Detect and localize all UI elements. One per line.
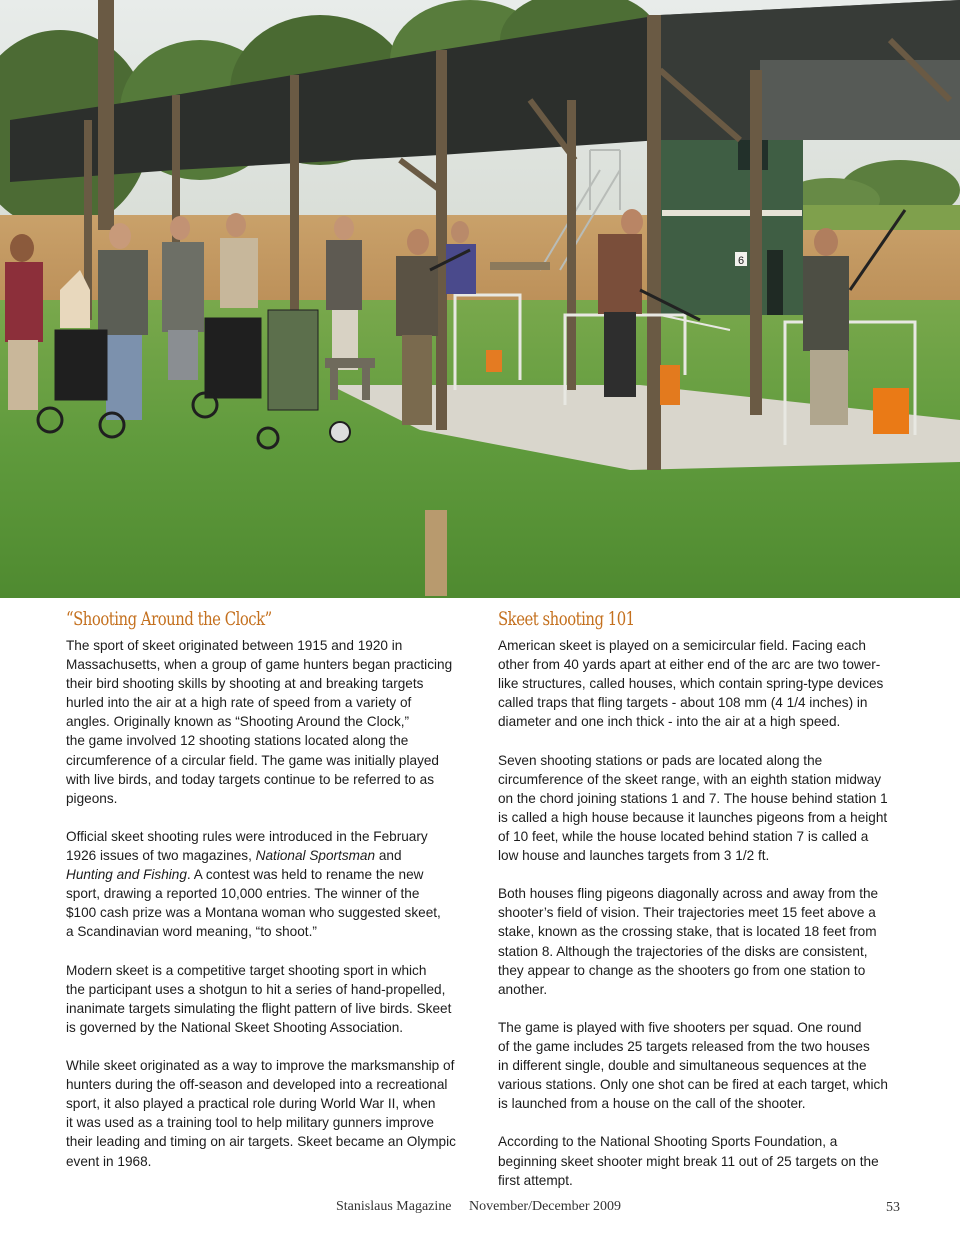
text-line: of 10 feet, while the house located behind station 7 is called a: [498, 828, 869, 844]
text-line: Massachusetts, when a group of game hunters began practicing: [66, 657, 453, 673]
text-line: Seven shooting stations or pads are located along the: [498, 752, 823, 768]
text-line: Modern skeet is a competitive target shooting sport in which: [66, 962, 427, 978]
page-footer: [0, 1199, 960, 1219]
text-line: other from 40 yards apart at either end of the arc are two tower-: [498, 657, 881, 673]
text-line: like structures, called houses, which contain spring-type devices: [498, 676, 884, 692]
text-line: hurled into the air at a high rate of speed from a variety of: [66, 695, 412, 711]
paragraph-origin: [66, 636, 484, 808]
text-line: their bird shooting skills by shooting at and breaking targets: [66, 676, 424, 692]
crop-row: [800, 205, 960, 230]
text-line: event in 1968.: [66, 1153, 152, 1169]
text-line: Official skeet shooting rules were introduced in the February: [66, 828, 428, 844]
text-line: their leading and timing on air targets. Skeet became an Olympic: [66, 1134, 456, 1150]
text-line: in different single, double and simultaneous sequences at the: [498, 1058, 867, 1074]
text-line: inanimate targets simulating the flight pattern of live birds. Skeet: [66, 1000, 452, 1016]
text-line: According to the National Shooting Sports Foundation, a: [498, 1134, 838, 1150]
text-line: on the chord joining stations 1 and 7. The house behind station 1: [498, 790, 888, 806]
text-segment: and: [375, 848, 402, 864]
text-line: stake, known as the crossing stake, that is located 18 feet from: [498, 924, 877, 940]
text-line: they appear to change as the shooters go from one station to: [498, 962, 866, 978]
paragraph-field: [498, 636, 916, 731]
magazine-title: National Sportsman: [255, 848, 376, 864]
paragraph-rules: [66, 827, 484, 942]
text-line: sport, it also played a practical role during World War II, when: [66, 1096, 436, 1112]
text-line: is governed by the National Skeet Shooting Association.: [66, 1019, 404, 1035]
house-sign-number: 6: [737, 255, 745, 267]
magazine-title: Hunting and Fishing: [66, 867, 187, 883]
text-line: with live birds, and today targets continue to be referred to as: [66, 771, 434, 787]
text-line: The sport of skeet originated between 1915 and 1920 in: [66, 638, 403, 653]
text-line: the participant uses a shotgun to hit a series of hand-propelled,: [66, 981, 446, 997]
text-line: $100 cash prize was a Montana woman who suggested skeet,: [66, 905, 441, 921]
text-segment: 1926 issues of two magazines,: [66, 848, 256, 864]
text-line: another.: [498, 981, 548, 997]
text-line: sport, drawing a reported 10,000 entries. The winner of the: [66, 886, 420, 902]
skeet-range-photo: [0, 0, 960, 598]
left-column: [66, 606, 484, 1190]
text-line: While skeet originated as a way to improve the marksmanship of: [66, 1058, 455, 1074]
text-line: diameter and one inch thick - into the air at a high speed.: [498, 714, 841, 730]
text-segment: . A contest was held to rename the new: [186, 867, 424, 883]
text-line: circumference of a circular field. The game was initially played: [66, 752, 439, 768]
photo-scene: [0, 0, 960, 598]
text-line: angles. Originally known as “Shooting Around the Clock,”: [66, 714, 410, 730]
text-line: station 8. Although the trajectories of the disks are consistent,: [498, 943, 868, 959]
text-line: [66, 865, 484, 884]
text-line: low house and launches targets from 3 1/2 ft.: [498, 848, 770, 864]
paragraph-squad: [498, 1018, 916, 1113]
paragraph-stations: [498, 751, 916, 866]
paragraph-modern-skeet: [66, 961, 484, 1037]
paragraph-beginner: [498, 1132, 916, 1189]
publication-name: Stanislaus Magazine: [336, 1199, 452, 1214]
right-column-heading: Skeet shooting 101: [498, 608, 635, 630]
text-line: called traps that fling targets - about 108 mm (4 1/4 inches) in: [498, 695, 868, 711]
text-line: American skeet is played on a semicircular field. Facing each: [498, 638, 866, 653]
paragraph-history: [66, 1056, 484, 1171]
text-line: of the game includes 25 targets released from the two houses: [498, 1038, 870, 1054]
text-line: [66, 846, 484, 865]
text-line: is launched from a house on the call of the shooter.: [498, 1096, 806, 1112]
text-line: The game is played with five shooters per squad. One round: [498, 1019, 862, 1035]
text-line: a Scandinavian word meaning, “to shoot.”: [66, 924, 317, 940]
text-line: circumference of the skeet range, with an eighth station midway: [498, 771, 882, 787]
page-number: 53: [886, 1200, 900, 1215]
text-line: the game involved 12 shooting stations located along the: [66, 733, 409, 749]
left-column-heading: “Shooting Around the Clock”: [66, 608, 272, 630]
text-line: beginning skeet shooter might break 11 out of 25 targets on the: [498, 1153, 879, 1169]
text-line: pigeons.: [66, 790, 118, 806]
text-line: hunters during the off-season and developed into a recreational: [66, 1077, 448, 1093]
text-line: first attempt.: [498, 1172, 573, 1188]
paragraph-trajectories: [498, 884, 916, 999]
issue-date: November/December 2009: [469, 1199, 621, 1214]
text-line: it was used as a training tool to help military gunners improve: [66, 1115, 434, 1131]
text-line: is called a high house because it launches pigeons from a height: [498, 809, 888, 825]
right-column: [498, 606, 916, 1209]
text-line: Both houses fling pigeons diagonally across and away from the: [498, 886, 879, 902]
text-line: various stations. Only one shot can be fired at each target, which: [498, 1077, 888, 1093]
text-line: shooter’s field of vision. Their trajectories meet 15 feet above a: [498, 905, 876, 921]
